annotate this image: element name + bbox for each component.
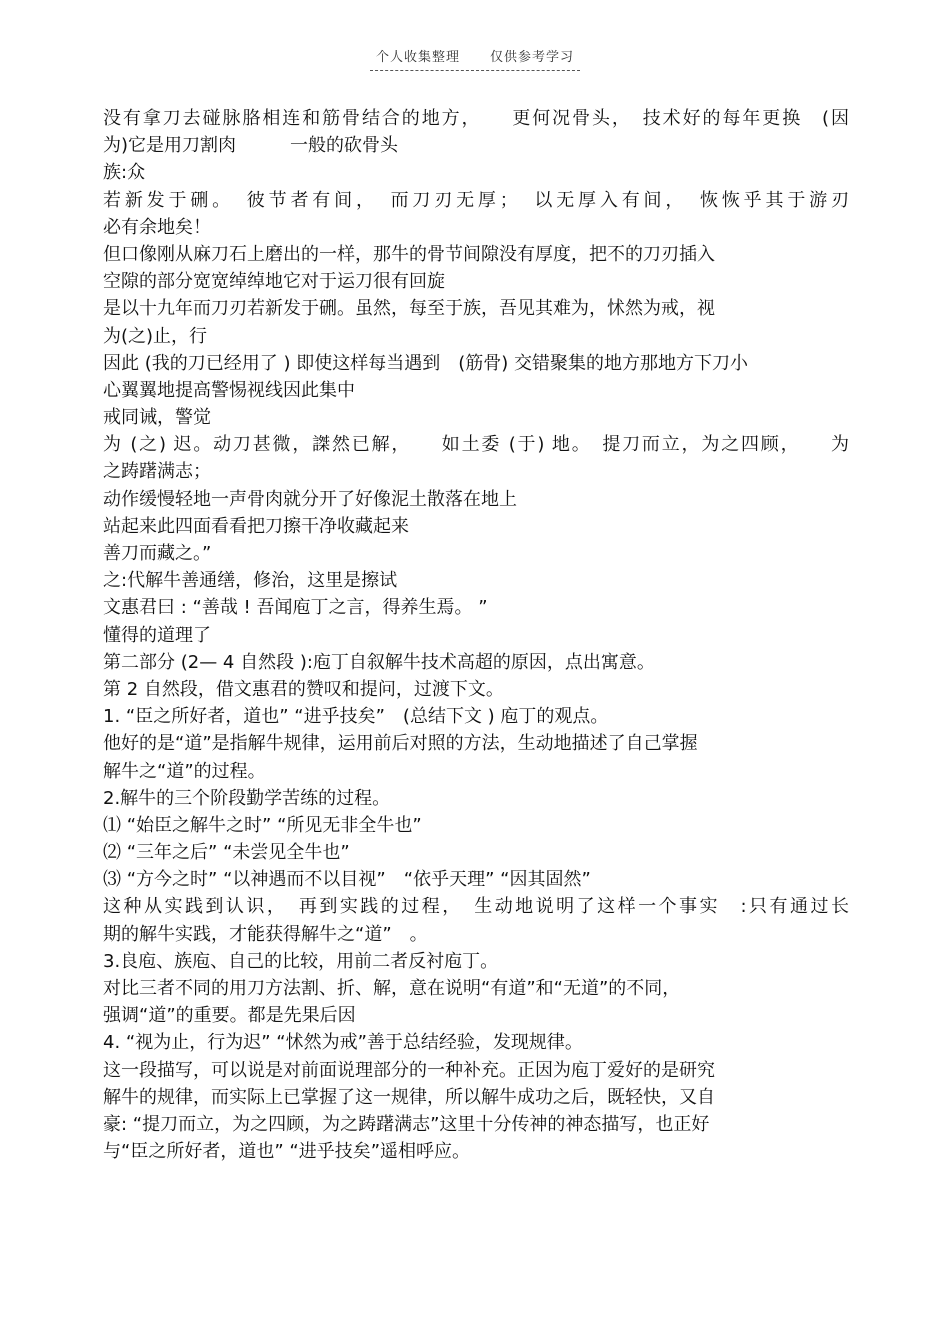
text-line: 他好的是“道”是指解牛规律，运用前后对照的方法，生动地描述了自己掌握 [103,733,698,755]
text-line: 1. “臣之所好者，道也” “进乎技矣” (总结下文 ) 庖丁的观点。 [103,706,609,728]
text-line: 这一段描写，可以说是对前面说理部分的一种补充。正因为庖丁爱好的是研究 [103,1059,715,1081]
text-line: 文惠君曰 : “善哉 ! 吾闻庖丁之言，得养生焉。 ” [103,597,488,619]
header-underline [370,46,580,71]
text-line: 这种从实践到认识， 再到实践的过程， 生动地说明了这样一个事实 :只有通过长 [103,896,849,918]
text-line: 为 (之) 迟。动刀甚微，謋然已解， 如土委 (于) 地。 提刀而立，为之四顾， 为 [103,434,849,456]
text-line: 若新发于硎。 彼节者有间， 而刀刃无厚； 以无厚入有间， 恢恢乎其于游刃 [103,189,849,211]
page-header [0,46,950,71]
text-line: 对比三者不同的用刀方法割、折、解，意在说明“有道”和“无道”的不同， [103,978,681,999]
text-line: 解牛之“道”的过程。 [103,760,266,782]
text-line: ⑵ “三年之后” “未尝见全牛也” [103,842,350,864]
text-line: 第 2 自然段，借文惠君的赞叹和提问，过渡下文。 [103,678,504,700]
text-line: 为(之)止，行 [103,325,208,347]
text-line: 族:众 [103,162,146,184]
text-line: 动作缓慢轻地一声骨肉就分开了好像泥土散落在地上 [103,488,517,510]
text-line: 但口像刚从麻刀石上磨出的一样，那牛的骨节间隙没有厚度，把不的刀刃插入 [103,243,715,265]
text-line: 心翼翼地提高警惕视线因此集中 [103,379,355,401]
text-line: 豪: “提刀而立，为之四顾，为之踌躇满志”这里十分传神的神态描写，也正好 [103,1113,710,1135]
header-right-text: 仅供参考学习 [490,50,575,65]
text-line: 解牛的规律，而实际上已掌握了这一规律，所以解牛成功之后，既轻快，又自 [103,1086,715,1108]
text-line: 期的解牛实践，才能获得解牛之“道” 。 [103,923,428,945]
text-line: 戒同诫，警觉 [103,407,211,429]
text-line: 站起来此四面看看把刀擦干净收藏起来 [103,515,409,537]
text-line: 没有拿刀去碰脉胳相连和筋骨结合的地方， 更何况骨头， 技术好的每年更换 (因 [103,108,849,129]
text-line: 第二部分 (2— 4 自然段 ):庖丁自叙解牛技术高超的原因，点出寓意。 [103,651,655,673]
text-line: 之踌躇满志； [103,461,211,483]
text-line: ⑴ “始臣之解牛之时” “所见无非全牛也” [103,814,422,836]
text-line: 3.良庖、族庖、自己的比较，用前二者反衬庖丁。 [103,950,499,972]
document-body [103,105,849,1165]
text-line: 因此 (我的刀已经用了 ) 即使这样每当遇到 (筋骨) 交错聚集的地方那地方下刀小 [103,352,748,374]
text-line: 善刀而藏之。” [103,543,212,564]
text-line: ⑶ “方今之时” “以神遇而不以目视” “依乎天理” “因其固然” [103,869,591,891]
text-line: 空隙的部分宽宽绰绰地它对于运刀很有回旋 [103,271,445,293]
text-line: 强调“道”的重要。都是先果后因 [103,1005,356,1027]
text-line: 4. “视为止，行为迟” “怵然为戒”善于总结经验，发现规律。 [103,1032,583,1054]
text-line: 必有余地矣！ [103,216,211,238]
text-line: 2.解牛的三个阶段勤学苦练的过程。 [103,787,391,809]
text-line: 为)它是用刀割肉 一般的砍骨头 [103,135,399,157]
text-line: 与“臣之所好者，道也” “进乎技矣”遥相呼应。 [103,1141,471,1163]
text-line: 是以十九年而刀刃若新发于硎。虽然，每至于族，吾见其难为，怵然为戒，视 [103,298,715,320]
text-line: 之:代解牛善通缮，修治，这里是擦试 [103,570,398,592]
header-left-text: 个人收集整理 [375,50,460,65]
text-line: 懂得的道理了 [103,624,211,646]
